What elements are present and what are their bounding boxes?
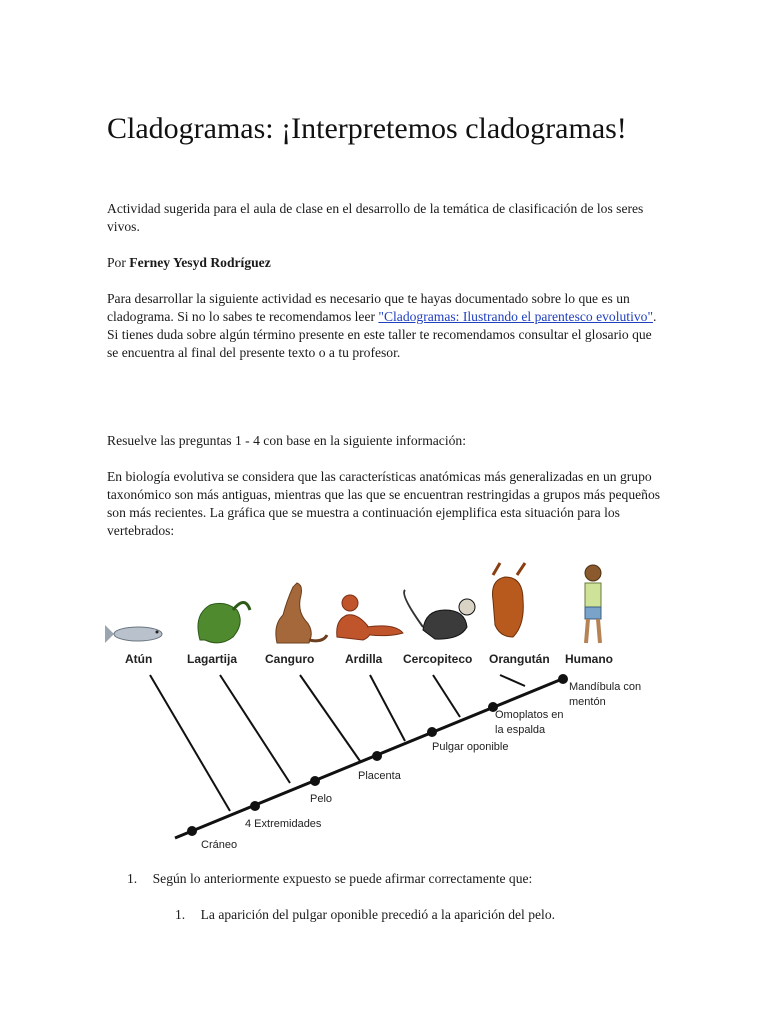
human-illustration xyxy=(585,565,601,643)
trait-label-placenta: Placenta xyxy=(358,770,401,782)
question-number: 1. xyxy=(127,871,138,886)
trait-label-craneo: Cráneo xyxy=(201,839,238,851)
tuna-illustration xyxy=(105,625,162,643)
intro-paragraph: Actividad sugerida para el aula de clase en el desarrollo de la temática de clasificación de los seres vivos. xyxy=(107,201,644,234)
node-extremidades xyxy=(250,801,260,811)
context-paragraph: En biología evolutiva se considera que las características anatómicas más generalizadas en un grupo taxonómico son más antiguas, mientras que las que se encuentran restringidas a grupos más pequeños son más recientes. La gráfica que se muestra a continuación ejemplifica esta situación para los vertebrados: xyxy=(107,469,661,538)
branch-cercopithecus xyxy=(433,675,460,717)
cladogram-article-link[interactable]: "Cladogramas: Ilustrando el parentesco evolutivo" xyxy=(378,309,653,324)
question-item xyxy=(127,870,532,888)
cladogram-nodes xyxy=(187,674,568,836)
taxon-label-tuna: Atún xyxy=(125,652,153,666)
taxon-label-orangutan: Orangután xyxy=(489,652,550,666)
lizard-illustration xyxy=(198,603,250,643)
instructions-paragraph xyxy=(107,290,662,362)
branch-tuna xyxy=(150,675,230,811)
trait-label-mandibula-line1: Mandíbula con xyxy=(569,681,642,693)
node-craneo xyxy=(187,826,197,836)
node-pulgar xyxy=(427,727,437,737)
taxon-label-human: Humano xyxy=(565,652,613,666)
para1-before: Para desarrollar la siguiente actividad es necesario que te hayas documentado sobre lo que es un cladograma. Si no lo sabes te recomendamos leer xyxy=(107,291,630,324)
cercopithecus-illustration xyxy=(404,590,475,639)
branch-kangaroo xyxy=(300,675,360,761)
taxon-label-lizard: Lagartija xyxy=(187,652,238,666)
node-mandibula xyxy=(558,674,568,684)
option-item xyxy=(175,906,555,924)
branch-lizard xyxy=(220,675,290,783)
trait-label-extremidades: 4 Extremidades xyxy=(245,818,322,830)
option-number: 1. xyxy=(175,907,186,922)
taxon-label-squirrel: Ardilla xyxy=(345,652,383,666)
question-text: Según lo anteriormente expuesto se puede afirmar correctamente que: xyxy=(152,871,533,886)
node-pelo xyxy=(310,776,320,786)
trait-label-omoplatos-line1: Omoplatos en xyxy=(495,709,564,721)
orangutan-illustration xyxy=(493,563,526,637)
author-line xyxy=(107,254,662,272)
cladogram-svg xyxy=(105,555,665,855)
cladogram-trunk xyxy=(175,677,567,838)
page-title: Cladogramas: ¡Interpretemos cladogramas! xyxy=(107,112,627,145)
para1-after: . Si tienes duda sobre algún término presente en este taller te recomendamos consultar el glosario que se encuentra al final del presente texto o a tu profesor. xyxy=(107,309,657,360)
squirrel-illustration xyxy=(337,595,403,640)
trait-label-mandibula-line2: mentón xyxy=(569,696,606,708)
option-text: La aparición del pulgar oponible precedió a la aparición del pelo. xyxy=(200,907,556,922)
branch-squirrel xyxy=(370,675,405,741)
branch-orangutan xyxy=(500,675,525,686)
trait-label-omoplatos-line2: la espalda xyxy=(495,724,546,736)
cladogram-figure xyxy=(105,555,665,855)
node-placenta xyxy=(372,751,382,761)
taxon-label-cercopithecus: Cercopiteco xyxy=(403,652,473,666)
kangaroo-illustration xyxy=(276,583,327,643)
author-prefix: Por xyxy=(107,255,130,270)
trait-label-pulgar: Pulgar oponible xyxy=(432,741,509,753)
resuelve-instruction: Resuelve las preguntas 1 - 4 con base en la siguiente información: xyxy=(107,433,466,448)
trait-label-pelo: Pelo xyxy=(310,793,333,805)
author-name: Ferney Yesyd Rodríguez xyxy=(129,255,271,270)
taxon-label-kangaroo: Canguro xyxy=(265,652,315,666)
